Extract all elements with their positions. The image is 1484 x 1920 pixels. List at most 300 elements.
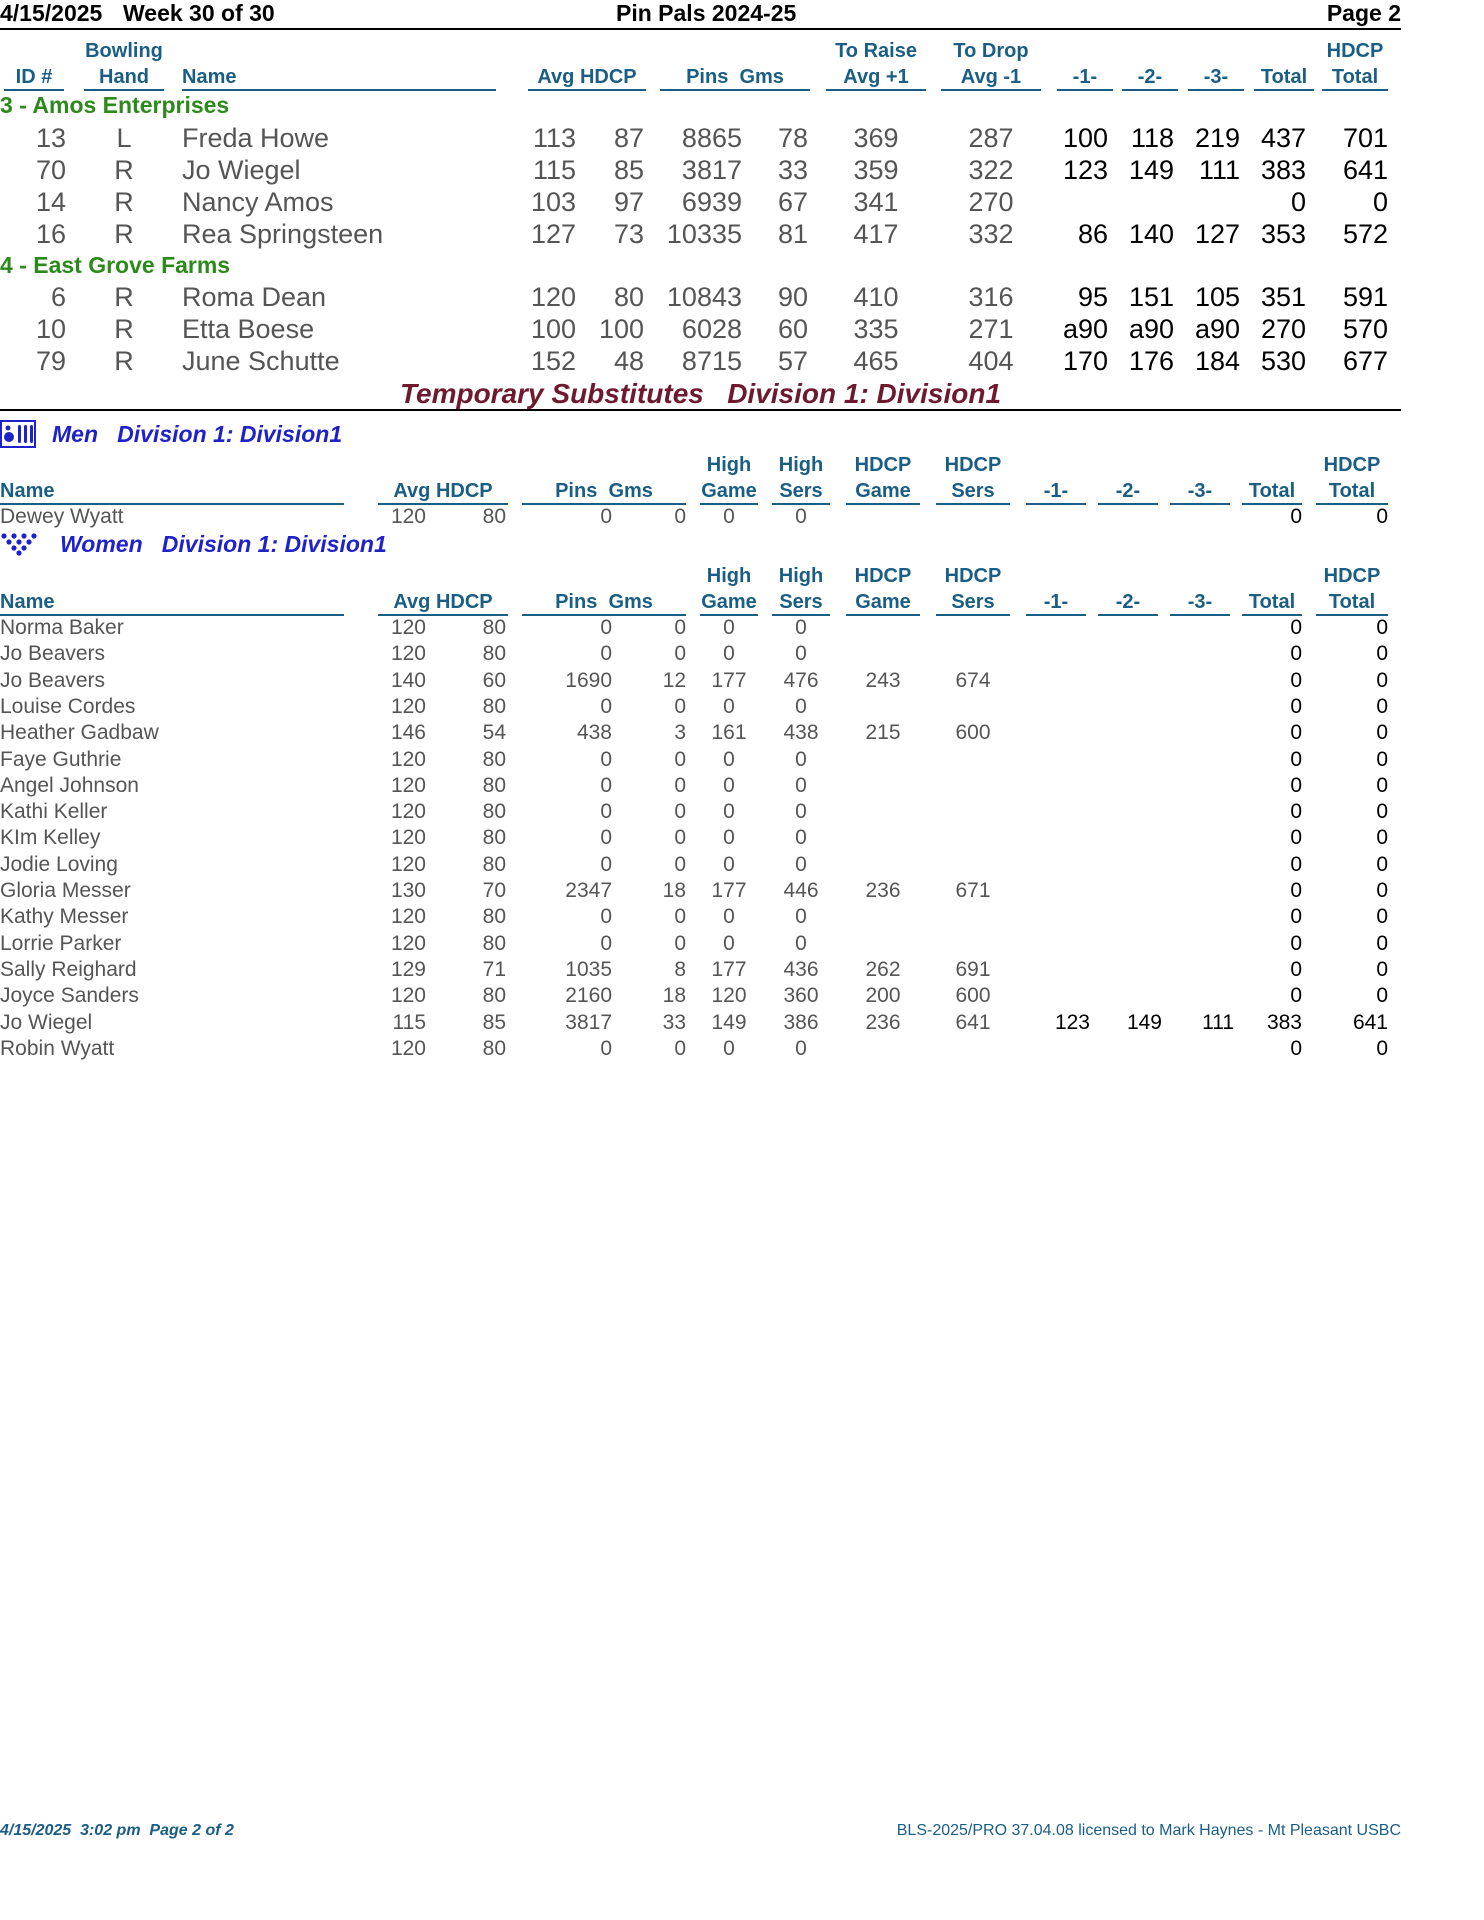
sub-total: 0 (1290, 1036, 1302, 1060)
sub-hdcp-game: 262 (865, 957, 901, 981)
col-avg-minus: Avg -1 (960, 66, 1022, 88)
sub-name: Kathi Keller (0, 800, 108, 824)
sub-hdcp-sers: 674 (955, 668, 991, 692)
col-name: Name (182, 66, 237, 88)
underline (1188, 89, 1244, 91)
bowler-gms: 57 (777, 346, 808, 376)
sub-total: 0 (1290, 957, 1302, 981)
sub-name: Lorrie Parker (0, 931, 122, 955)
sub-name: Louise Cordes (0, 694, 136, 718)
sub-gms: 0 (674, 642, 686, 666)
bowler-name: Jo Wiegel (182, 155, 301, 185)
underline (1254, 89, 1314, 91)
sub-high-game: 177 (711, 668, 747, 692)
sub-hdcp-sers: 671 (955, 879, 991, 902)
bowler-pins: 6939 (681, 187, 742, 217)
bowler-pins: 8715 (681, 346, 742, 376)
bowler-gms: 90 (777, 282, 808, 312)
bowler-hdcp-total: 0 (1372, 187, 1388, 217)
bowler-hdcp: 80 (613, 282, 644, 312)
bowler-to-raise: 410 (853, 282, 899, 312)
bowler-hdcp: 85 (613, 155, 644, 185)
sub-high-sers: 0 (795, 852, 807, 876)
bowler-gms: 81 (777, 219, 808, 249)
sub-high-game: 149 (711, 1010, 747, 1034)
sub-name: Sally Reighard (0, 957, 137, 981)
bowler-game1: 100 (1062, 123, 1108, 153)
sub-hdcp-game: 236 (865, 879, 901, 902)
sub-col-hdcp: HDCP (854, 454, 912, 476)
sub-name: Jo Beavers (0, 668, 106, 692)
sub-col-high-sers: Sers (779, 591, 823, 613)
bowler-hdcp-total: 641 (1342, 155, 1388, 185)
bowler-game2: 140 (1128, 219, 1174, 249)
sub-col-hdcp-total: Total (1328, 591, 1376, 613)
sub-col-name: Name (0, 591, 55, 613)
sub-high-sers: 0 (795, 616, 807, 639)
sub-avg: 120 (390, 905, 426, 929)
sub-col-high-game: Game (701, 480, 757, 502)
footer-license: BLS-2025/PRO 37.04.08 licensed to Mark Haynes - Mt Pleasant USBC (896, 1822, 1401, 1839)
sub-gms: 0 (674, 505, 686, 528)
bowler-pins: 3817 (681, 155, 742, 185)
bowler-pins: 10843 (666, 282, 742, 312)
sub-col-game2: -2- (1115, 480, 1141, 502)
underline (1057, 89, 1113, 91)
bowler-game3: 219 (1194, 123, 1240, 153)
table-row (0, 154, 1401, 186)
sub-high-game: 0 (723, 616, 735, 639)
table-row (0, 615, 1401, 641)
sub-name: Angel Johnson (0, 773, 139, 797)
sub-name: Norma Baker (0, 616, 124, 639)
col-game2: -2- (1137, 66, 1163, 88)
sub-avg: 146 (390, 721, 426, 745)
table-row (0, 1036, 1401, 1062)
bowler-game3: 105 (1194, 282, 1240, 312)
sub-name: Robin Wyatt (0, 1036, 115, 1060)
col-hdcp: HDCP (1326, 40, 1384, 62)
sub-hdcp-game: 243 (865, 668, 901, 692)
sub-gms: 0 (674, 800, 686, 824)
sub-name: Dewey Wyatt (0, 505, 124, 528)
temporary-substitutes-title: Temporary Substitutes Division 1: Division1 (399, 378, 1002, 409)
bowler-total: 353 (1260, 219, 1306, 249)
sub-hdcp-total: 0 (1376, 694, 1388, 718)
table-row (0, 668, 1401, 694)
bowler-game1: 170 (1062, 346, 1108, 376)
sub-pins: 0 (600, 616, 612, 639)
bowler-gms: 78 (777, 123, 808, 153)
bowler-game1: 95 (1077, 282, 1108, 312)
sub-total: 0 (1290, 721, 1302, 745)
col-hdcp-total: Total (1331, 66, 1379, 88)
team-title: 4 - East Grove Farms (0, 252, 231, 278)
sub-pins: 0 (600, 800, 612, 824)
sub-gms: 0 (674, 905, 686, 929)
sub-hdcp-total: 0 (1376, 773, 1388, 797)
bowler-id: 79 (35, 346, 66, 376)
sub-col-hdcp: HDCP (944, 565, 1002, 587)
bowler-to-drop: 271 (968, 314, 1014, 344)
bowler-pins: 6028 (681, 314, 742, 344)
sub-col-high: High (778, 565, 824, 587)
sub-hdcp-total: 0 (1376, 642, 1388, 666)
table-row (0, 504, 1401, 530)
sub-col-high: High (706, 454, 752, 476)
sub-col-avg-hdcp: Avg HDCP (393, 480, 493, 502)
sub-avg: 120 (390, 616, 426, 639)
sub-hdcp-total: 0 (1376, 826, 1388, 850)
bowler-to-raise: 341 (853, 187, 899, 217)
table-row (0, 694, 1401, 720)
sub-col-game1: -1- (1043, 591, 1069, 613)
bowler-id: 10 (35, 314, 66, 344)
sub-gms: 0 (674, 931, 686, 955)
sub-avg: 120 (390, 984, 426, 1008)
sub-high-sers: 476 (783, 668, 819, 692)
sub-game2: 149 (1126, 1010, 1162, 1034)
sub-high-sers: 386 (783, 1010, 819, 1034)
sub-high-sers: 0 (795, 1036, 807, 1060)
sub-hdcp-total: 0 (1376, 721, 1388, 745)
sub-avg: 140 (390, 668, 426, 692)
bowler-id: 70 (35, 155, 66, 185)
sub-high-sers: 0 (795, 800, 807, 824)
sub-col-hdcp-game: Game (855, 591, 911, 613)
sub-high-game: 0 (723, 747, 735, 771)
sub-col-high: High (778, 454, 824, 476)
sub-pins: 0 (600, 747, 612, 771)
sub-gms: 0 (674, 773, 686, 797)
bowler-hand: R (114, 155, 134, 185)
sub-hdcp: 80 (482, 747, 506, 771)
bowler-hand: L (116, 123, 132, 153)
sub-high-game: 161 (711, 721, 747, 745)
bowler-hand: R (114, 187, 134, 217)
sub-gms: 33 (662, 1010, 686, 1034)
bowler-id: 13 (35, 123, 66, 153)
sub-hdcp-total: 0 (1376, 668, 1388, 692)
bowler-hdcp: 100 (598, 314, 644, 344)
sub-avg: 120 (390, 826, 426, 850)
sub-hdcp: 80 (482, 616, 506, 639)
sub-avg: 120 (390, 773, 426, 797)
sub-pins: 1690 (565, 668, 612, 692)
sub-col-hdcp-sers: Sers (951, 480, 995, 502)
bowler-game3: 184 (1194, 346, 1240, 376)
sub-hdcp: 80 (482, 800, 506, 824)
table-row (0, 641, 1401, 667)
sub-pins: 0 (600, 505, 612, 528)
sub-high-sers: 0 (795, 747, 807, 771)
bowler-hdcp: 48 (613, 346, 644, 376)
bowler-hdcp: 87 (613, 123, 644, 153)
bowler-game3: a90 (1194, 314, 1240, 344)
sub-name: Jodie Loving (0, 852, 118, 876)
bowler-avg: 152 (530, 346, 576, 376)
sub-pins: 0 (600, 931, 612, 955)
col-to-drop: To Drop (953, 40, 1029, 62)
underline (941, 89, 1041, 91)
sub-col-high-sers: Sers (779, 480, 823, 502)
bowler-total: 530 (1260, 346, 1306, 376)
sub-hdcp: 80 (482, 931, 506, 955)
sub-hdcp-sers: 691 (955, 957, 991, 981)
table-row (0, 1010, 1401, 1036)
sub-total: 0 (1290, 984, 1302, 1008)
bowler-id: 16 (35, 219, 66, 249)
sub-high-game: 0 (723, 642, 735, 666)
col-id: ID # (15, 66, 53, 88)
bowler-to-drop: 404 (968, 346, 1014, 376)
sub-total: 0 (1290, 879, 1302, 902)
bowler-id: 14 (35, 187, 66, 217)
sub-gms: 12 (662, 668, 686, 692)
sub-avg: 129 (390, 957, 426, 981)
sub-hdcp-total: 0 (1376, 879, 1388, 902)
bowler-to-raise: 369 (853, 123, 899, 153)
sub-col-pins-gms: Pins Gms (555, 480, 653, 502)
table-row (0, 904, 1401, 930)
sub-pins: 2160 (565, 984, 612, 1008)
sub-hdcp: 80 (482, 984, 506, 1008)
bowler-to-drop: 270 (968, 187, 1014, 217)
section-divider (0, 409, 1401, 411)
table-row (0, 313, 1401, 345)
bowler-avg: 100 (530, 314, 576, 344)
sub-gms: 0 (674, 1036, 686, 1060)
bowler-gms: 33 (777, 155, 808, 185)
sub-high-game: 177 (711, 957, 747, 981)
bowler-hand: R (114, 282, 134, 312)
sub-total: 0 (1290, 642, 1302, 666)
sub-col-game1: -1- (1043, 480, 1069, 502)
table-row (0, 747, 1401, 773)
col-avg-plus: Avg +1 (843, 66, 909, 88)
sub-col-hdcp-game: Game (855, 480, 911, 502)
bowler-avg: 115 (532, 155, 576, 185)
col-hand: Hand (99, 66, 149, 88)
sub-pins: 0 (600, 694, 612, 718)
table-row (0, 931, 1401, 957)
sub-hdcp-total: 0 (1376, 747, 1388, 771)
sub-name: Jo Wiegel (0, 1010, 93, 1034)
footer-timestamp: 4/15/2025 3:02 pm Page 2 of 2 (0, 1822, 234, 1839)
bowler-gms: 67 (777, 187, 808, 217)
bowler-to-raise: 335 (853, 314, 899, 344)
bowler-hdcp: 97 (613, 187, 644, 217)
sub-pins: 2347 (565, 879, 612, 902)
sub-pins: 0 (600, 905, 612, 929)
sub-hdcp-total: 641 (1352, 1010, 1388, 1034)
sub-name: KIm Kelley (0, 826, 101, 850)
sub-col-hdcp-sers: Sers (951, 591, 995, 613)
table-row (0, 773, 1401, 799)
bowler-game3: 127 (1194, 219, 1240, 249)
sub-name: Kathy Messer (0, 905, 129, 929)
sub-col-game3: -3- (1187, 480, 1213, 502)
sub-hdcp-game: 236 (865, 1010, 901, 1034)
sub-name: Gloria Messer (0, 879, 131, 902)
bowler-to-raise: 417 (853, 219, 899, 249)
bowler-to-drop: 332 (968, 219, 1014, 249)
sub-hdcp: 80 (482, 642, 506, 666)
sub-total: 0 (1290, 505, 1302, 528)
table-row (0, 122, 1401, 154)
sub-gms: 0 (674, 747, 686, 771)
sub-hdcp: 80 (482, 905, 506, 929)
sub-high-sers: 436 (783, 957, 819, 981)
table-row (0, 218, 1401, 250)
sub-col-game2: -2- (1115, 591, 1141, 613)
bowler-avg: 113 (532, 123, 576, 153)
sub-hdcp: 80 (482, 1036, 506, 1060)
bowler-hand: R (114, 346, 134, 376)
sub-hdcp-sers: 600 (955, 984, 991, 1008)
sub-total: 0 (1290, 852, 1302, 876)
sub-hdcp: 85 (482, 1010, 506, 1034)
bowler-to-drop: 322 (968, 155, 1014, 185)
bowler-avg: 127 (530, 219, 576, 249)
sub-gms: 0 (674, 616, 686, 639)
col-total: Total (1260, 66, 1308, 88)
table-row (0, 983, 1401, 1009)
sub-pins: 1035 (565, 957, 612, 981)
sub-avg: 120 (390, 852, 426, 876)
underline (1122, 89, 1178, 91)
underline (4, 89, 64, 91)
bowler-to-drop: 287 (968, 123, 1014, 153)
bowler-game1: a90 (1062, 314, 1108, 344)
sub-hdcp: 70 (482, 879, 506, 902)
sub-gms: 18 (662, 879, 686, 902)
sub-game1: 123 (1054, 1010, 1090, 1034)
sub-avg: 120 (390, 931, 426, 955)
bowler-name: June Schutte (182, 346, 340, 376)
sub-hdcp: 71 (482, 957, 506, 981)
sub-high-sers: 0 (795, 505, 807, 528)
bowling-pins-icon (0, 420, 36, 448)
sub-hdcp: 80 (482, 852, 506, 876)
sub-pins: 0 (600, 642, 612, 666)
sub-total: 0 (1290, 905, 1302, 929)
bowler-hdcp-total: 677 (1342, 346, 1388, 376)
sub-high-game: 0 (723, 800, 735, 824)
sub-total: 0 (1290, 616, 1302, 639)
sub-high-game: 0 (723, 905, 735, 929)
bowler-pins: 10335 (666, 219, 742, 249)
sub-hdcp: 54 (482, 721, 506, 745)
sub-gms: 18 (662, 984, 686, 1008)
bowler-total: 0 (1290, 187, 1306, 217)
sub-total: 383 (1266, 1010, 1302, 1034)
sub-hdcp-total: 0 (1376, 505, 1388, 528)
bowler-game1: 123 (1062, 155, 1108, 185)
bowler-gms: 60 (777, 314, 808, 344)
bowler-name: Freda Howe (182, 123, 330, 153)
bowler-hdcp-total: 591 (1342, 282, 1388, 312)
underline (1322, 89, 1388, 91)
sub-hdcp-total: 0 (1376, 852, 1388, 876)
sub-hdcp-game: 200 (865, 984, 901, 1008)
table-row (0, 345, 1401, 377)
sub-col-game3: -3- (1187, 591, 1213, 613)
bowler-total: 351 (1260, 282, 1306, 312)
bowler-hand: R (114, 314, 134, 344)
sub-total: 0 (1290, 668, 1302, 692)
bowler-total: 437 (1260, 123, 1306, 153)
team-title: 3 - Amos Enterprises (0, 92, 230, 118)
sub-col-total: Total (1248, 480, 1296, 502)
sub-pins: 0 (600, 826, 612, 850)
col-to-raise: To Raise (835, 40, 917, 62)
bowling-pin-rack-icon (0, 532, 42, 556)
sub-hdcp-total: 0 (1376, 957, 1388, 981)
bowler-game2: 176 (1128, 346, 1174, 376)
table-row (0, 825, 1401, 851)
sub-high-game: 0 (723, 1036, 735, 1060)
table-row (0, 957, 1401, 983)
bowler-name: Etta Boese (182, 314, 315, 344)
bowler-to-raise: 359 (853, 155, 899, 185)
sub-total: 0 (1290, 826, 1302, 850)
sub-hdcp: 60 (482, 668, 506, 692)
sub-hdcp-sers: 600 (955, 721, 991, 745)
table-row (0, 878, 1401, 904)
bowler-game1: 86 (1077, 219, 1108, 249)
sub-pins: 3817 (565, 1010, 612, 1034)
sub-high-sers: 0 (795, 905, 807, 929)
sub-avg: 120 (390, 505, 426, 528)
sub-avg: 115 (392, 1010, 426, 1034)
table-row (0, 186, 1401, 218)
sub-col-high-game: Game (701, 591, 757, 613)
sub-pins: 0 (600, 852, 612, 876)
bowler-hdcp-total: 701 (1342, 123, 1388, 153)
sub-high-sers: 0 (795, 826, 807, 850)
table-row (0, 281, 1401, 313)
bowler-name: Rea Springsteen (182, 219, 384, 249)
sub-high-game: 0 (723, 694, 735, 718)
sub-hdcp-total: 0 (1376, 1036, 1388, 1060)
sub-gms: 3 (674, 721, 686, 745)
sub-hdcp-total: 0 (1376, 931, 1388, 955)
sub-high-game: 0 (723, 505, 735, 528)
bowler-avg: 103 (530, 187, 576, 217)
table-row (0, 799, 1401, 825)
sub-col-total: Total (1248, 591, 1296, 613)
sub-total: 0 (1290, 773, 1302, 797)
sub-total: 0 (1290, 747, 1302, 771)
bowler-to-raise: 465 (853, 346, 899, 376)
sub-high-sers: 0 (795, 694, 807, 718)
sub-gms: 8 (674, 957, 686, 981)
sub-high-sers: 0 (795, 931, 807, 955)
bowler-hdcp-total: 570 (1342, 314, 1388, 344)
league-title: Pin Pals 2024-25 (616, 0, 797, 26)
sub-hdcp: 80 (482, 505, 506, 528)
col-game1: -1- (1072, 66, 1098, 88)
col-bowling: Bowling (85, 40, 163, 62)
sub-name: Heather Gadbaw (0, 721, 159, 745)
sub-hdcp-total: 0 (1376, 616, 1388, 639)
sub-high-game: 0 (723, 852, 735, 876)
sub-col-hdcp-total: Total (1328, 480, 1376, 502)
sub-hdcp-sers: 641 (955, 1010, 991, 1034)
sub-name: Faye Guthrie (0, 747, 122, 771)
sub-col-hdcp: HDCP (1323, 454, 1381, 476)
